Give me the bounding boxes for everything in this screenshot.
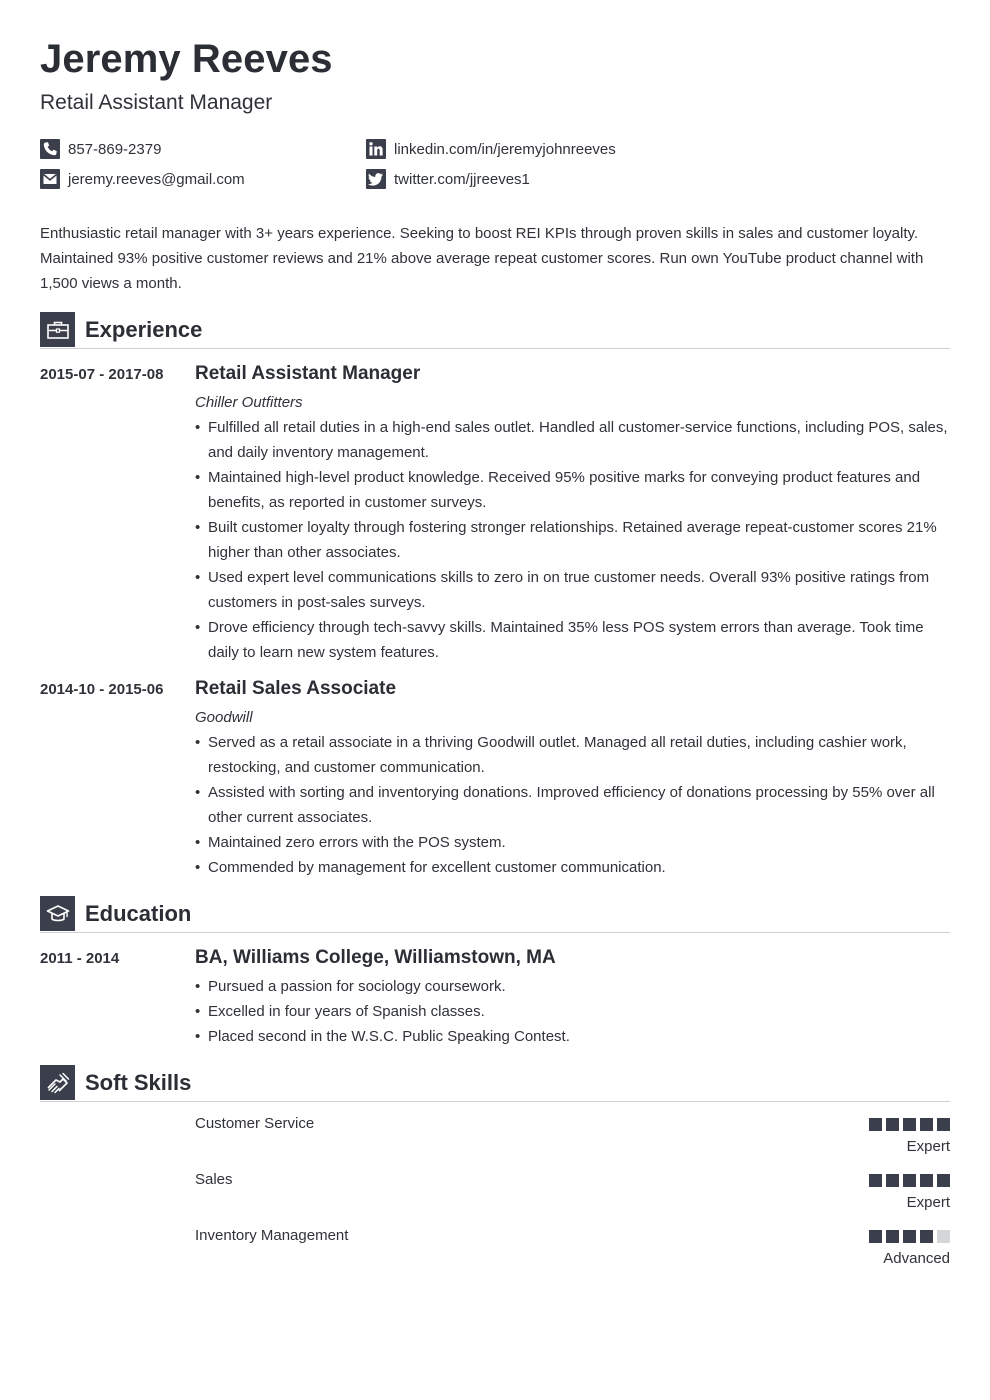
skills-title: Soft Skills — [85, 1070, 192, 1095]
skill-rating — [869, 1118, 950, 1131]
candidate-name: Jeremy Reeves — [40, 37, 333, 81]
phone-icon — [40, 139, 60, 159]
skill-name: Customer Service — [195, 1115, 315, 1132]
job-title: Retail Assistant Manager — [195, 363, 421, 384]
list-item: • Fulfilled all retail duties in a high-end sales outlet. Handled all customer-service functions, including POS, sales, and daily inventory management. — [195, 415, 955, 465]
experience-title: Experience — [85, 317, 203, 342]
list-item: • Excelled in four years of Spanish classes. — [195, 999, 955, 1024]
rating-square-filled — [869, 1174, 882, 1187]
contact-twitter[interactable] — [366, 169, 530, 189]
job-bullets — [195, 415, 955, 665]
rating-square-filled — [920, 1174, 933, 1187]
skills-section-header — [40, 1065, 950, 1102]
rating-square-filled — [886, 1230, 899, 1243]
email-text: jeremy.reeves@gmail.com — [68, 170, 245, 188]
twitter-text: twitter.com/jjreeves1 — [394, 170, 530, 188]
handshake-icon — [40, 1065, 75, 1100]
rating-square-filled — [903, 1230, 916, 1243]
rating-square-filled — [920, 1118, 933, 1131]
education-degree: BA, Williams College, Williamstown, MA — [195, 947, 556, 968]
skill-level: Expert — [906, 1138, 950, 1155]
job-company: Goodwill — [195, 709, 253, 726]
graduation-cap-icon — [40, 896, 75, 931]
list-item: • Commended by management for excellent customer communication. — [195, 855, 955, 880]
job-bullets — [195, 730, 955, 880]
rating-square-filled — [869, 1118, 882, 1131]
skill-name: Inventory Management — [195, 1227, 349, 1244]
education-bullets — [195, 974, 955, 1049]
list-item: • Assisted with sorting and inventorying donations. Improved efficiency of donations processing by 55% over all other current associates. — [195, 780, 955, 830]
phone-text: 857-869-2379 — [68, 140, 162, 158]
rating-square-filled — [937, 1118, 950, 1131]
rating-square-filled — [903, 1174, 916, 1187]
rating-square-filled — [869, 1230, 882, 1243]
list-item: • Drove efficiency through tech-savvy skills. Maintained 35% less POS system errors than average. Took time daily to learn new system features. — [195, 615, 955, 665]
job-company: Chiller Outfitters — [195, 394, 303, 411]
list-item: • Maintained zero errors with the POS system. — [195, 830, 955, 855]
skill-level: Expert — [906, 1194, 950, 1211]
briefcase-icon — [40, 312, 75, 347]
rating-square-filled — [937, 1174, 950, 1187]
rating-square-empty — [937, 1230, 950, 1243]
list-item: • Maintained high-level product knowledge. Received 95% positive marks for conveying product features and benefits, as reported in customer surveys. — [195, 465, 955, 515]
contact-linkedin[interactable] — [366, 139, 616, 159]
rating-square-filled — [920, 1230, 933, 1243]
skill-level: Advanced — [883, 1250, 950, 1267]
education-title: Education — [85, 901, 192, 926]
profile-summary: Enthusiastic retail manager with 3+ years experience. Seeking to boost REI KPIs through proven skills in sales and customer loyalty. Maintained 93% positive customer reviews and 21% above average repeat customer scores. Run own YouTube product channel with 1,500 views a month. — [40, 225, 924, 292]
candidate-title: Retail Assistant Manager — [40, 91, 273, 114]
list-item: • Placed second in the W.S.C. Public Speaking Contest. — [195, 1024, 955, 1049]
job-dates: 2014-10 - 2015-06 — [40, 681, 164, 698]
contact-email[interactable] — [40, 169, 245, 189]
linkedin-text: linkedin.com/in/jeremyjohnreeves — [394, 140, 616, 158]
skill-rating — [869, 1174, 950, 1187]
job-dates: 2015-07 - 2017-08 — [40, 366, 164, 383]
rating-square-filled — [886, 1118, 899, 1131]
list-item: • Used expert level communications skills to zero in on true customer needs. Overall 93% positive ratings from customers in post-sales surveys. — [195, 565, 955, 615]
email-icon — [40, 169, 60, 189]
education-dates: 2011 - 2014 — [40, 950, 120, 967]
rating-square-filled — [903, 1118, 916, 1131]
list-item: • Pursued a passion for sociology coursework. — [195, 974, 955, 999]
contact-phone[interactable] — [40, 139, 161, 159]
linkedin-icon — [366, 139, 386, 159]
skill-rating — [869, 1230, 950, 1243]
education-section-header — [40, 896, 950, 933]
rating-square-filled — [886, 1174, 899, 1187]
list-item: • Served as a retail associate in a thriving Goodwill outlet. Managed all retail duties, including cashier work, restocking, and customer communication. — [195, 730, 955, 780]
skill-name: Sales — [195, 1171, 233, 1188]
twitter-icon — [366, 169, 386, 189]
job-title: Retail Sales Associate — [195, 678, 397, 699]
experience-section-header — [40, 312, 950, 349]
list-item: • Built customer loyalty through fostering stronger relationships. Retained average repeat-customer scores 21% higher than other associates. — [195, 515, 955, 565]
